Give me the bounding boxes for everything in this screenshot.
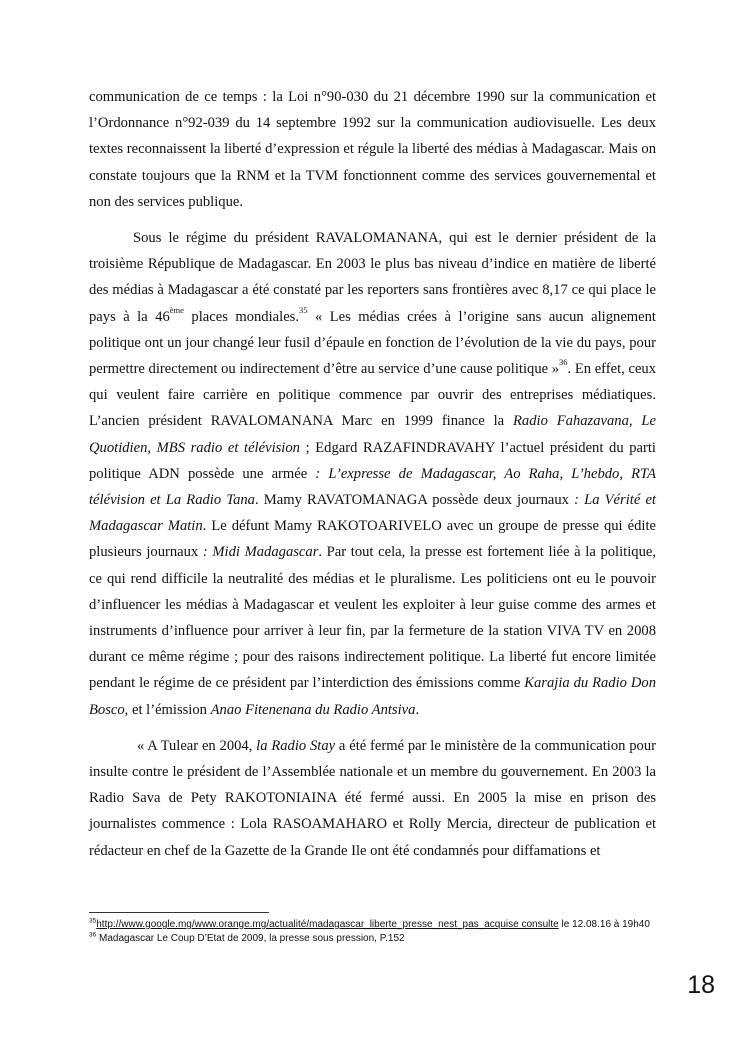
footnote-35: $^{35}$http://www.google.mg/www.orange.mg/actualité/madagascar_liberte_presse_nest_pas_acquise consulte le 12.08.16 à 19h40 [89,917,650,930]
paragraph-3: « A Tulear en 2004, la Radio Stay a été fermé par le ministère de la communication pour insulte contre le président de l’Assemblée nationale et un membre du gouvernement. En 2003 la Radio Sava de Pety RAKOTONIAINA été fermé aussi. En 2005 la mise en prison des journalistes commence : Lola RASOAMAHARO et Rolly Mercia, directeur de publication et rédacteur en chef de la Gazette de la Grande Ile ont été condamnés pour diffamations et [89,737,656,859]
footnote-35-number: 35 [89,917,97,925]
footnote-ref-35[interactable]: 35 [299,304,308,315]
footnote-36-number: 36 [89,931,97,939]
footnote-separator [89,912,269,913]
footnote-36: $^{36}$ Madagascar Le Coup D’Etat de 2009, la presse sous pression, P.152 [89,931,405,944]
body-text [89,84,656,874]
footnote-ref-36[interactable]: 36 [559,357,568,368]
paragraph-1: communication de ce temps : la Loi n°90-030 du 21 décembre 1990 sur la communication et l’Ordonnance n°92-039 du 14 septembre 1992 sur la communication audiovisuelle. Les deux textes reconnaissent la liberté d’expression et régule la liberté des médias à Madagascar. Mais on constate toujours que la RNM et la TVM fonctionnent comme des services gouvernemental et non des services publique. [89,89,656,210]
superscript-eme: ème [169,304,184,315]
paragraph-2: Sous le régime du président RAVALOMANANA, qui est le dernier président de la troisième République de Madagascar. En 2003 le plus bas niveau d’indice en matière de liberté des médias à Madagascar a été constaté par les reporters sans frontières avec 8,17 ce qui place le pays à la 46ème places mondiales.$^{35}$ « Les médias crées à l’origine sans aucun alignement politique ont un jour changé leur fusil d’épaule en fonction de l’évolution de la vie du pays, pour permettre directement ou indirectement d’être au service d’une cause politique »$^{36}$. En effet, ceux qui veulent faire carrière en politique commence par ouvrir des entreprises médiatiques. L’ancien président RAVALOMANANA Marc en 1999 finance la Radio Fahazavana, Le Quotidien, MBS radio et télévision ; Edgard RAZAFINDRAVAHY l’actuel président du parti politique ADN possède une armée : L’expresse de Madagascar, Ao Raha, L’hebdo, RTA télévision et La Radio Tana. Mamy RAVATOMANAGA possède deux journaux : La Vérité et Madagascar Matin. Le défunt Mamy RAKOTOARIVELO avec un groupe de presse qui édite plusieurs journaux : Midi Madagascar. Par tout cela, la presse est fortement liée à la politique, ce qui rend difficile la neutralité des médias et le pluralisme. Les politiciens ont eu le pouvoir d’influencer les médias à Madagascar et veulent les exploiter à leur guise comme des armes et instruments d’influence pour arriver à leur fin, par la fermeture de la station VIVA TV en 2008 durant ce même régime ; pour des raisons indirectement politique. La liberté fut encore limitée pendant le régime de ce président par l’interdiction des émissions comme Karajia du Radio Don Bosco, et l’émission Anao Fitenenana du Radio Antsiva. [89,230,657,718]
footnotes [89,918,656,945]
page-number: 18 [687,971,715,999]
footnote-35-link[interactable]: http://www.google.mg/www.orange.mg/actualité/madagascar_liberte_presse_nest_pas_acquise consulte [96,919,559,930]
